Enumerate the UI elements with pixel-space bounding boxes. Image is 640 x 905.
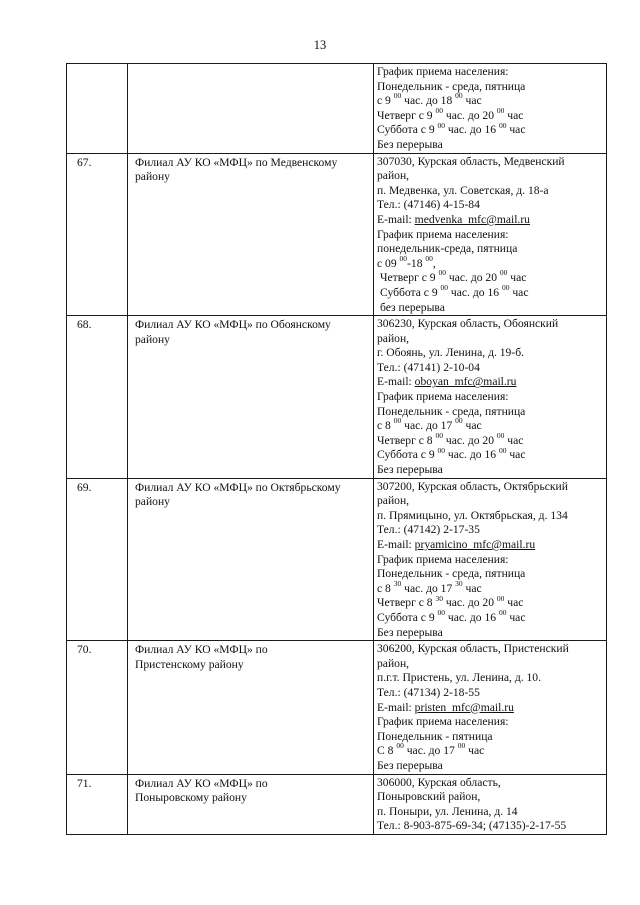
info-text: час [506,123,526,137]
info-text: Четверг с 8 [377,433,436,447]
branch-info [374,641,606,773]
info-text: График приема населения: [377,390,509,404]
info-text: 306230, Курская область, Обоянский [377,317,559,331]
mfc-branches-table [66,63,607,835]
branch-info-cell [374,641,607,774]
branch-name: Филиал АУ КО «МФЦ» по Пристенскому району [135,643,268,671]
info-text: Понедельник - среда, пятница [377,79,526,93]
info-text: час. до 18 [401,94,456,108]
info-text: час. до 17 [401,419,456,433]
table-row [67,478,607,641]
info-text: 306200, Курская область, Пристенский [377,642,569,656]
superscript-minutes: 00 [499,268,508,278]
info-text: час. до 16 [445,610,499,624]
info-line [377,819,604,834]
info-text: час [462,94,482,108]
info-text: Поныровский район, [377,790,481,804]
info-text: час. до 20 [446,271,500,285]
info-text: час [462,419,482,433]
superscript-minutes: 00 [501,283,510,293]
info-text: Без перерыва [377,137,443,151]
info-text: час. до 20 [443,596,497,610]
info-text: Суббота с 9 [377,123,438,137]
email-link[interactable]: pryamicino_mfc@mail.ru [414,538,536,551]
row-number [67,64,127,66]
row-number: 67. [77,155,92,169]
info-text: Без перерыва [377,463,443,477]
info-line [377,805,604,820]
superscript-minutes: 00 [457,741,466,751]
info-text: Четверг с 9 [377,108,436,122]
info-text: Тел.: 8-903-875-69-34; (47135)-2-17-55 [377,819,567,833]
branch-info [374,64,606,153]
info-text: Понедельник - среда, пятница [377,567,526,581]
info-line [377,642,604,657]
info-line [377,184,604,199]
info-text: час [506,448,526,462]
info-line [377,228,604,243]
row-number: 69. [77,480,92,494]
info-text: Без перерыва [377,625,443,639]
info-text: п. Поныри, ул. Ленина, д. 14 [377,804,518,818]
superscript-minutes: 00 [425,253,433,263]
info-text: район, [377,331,410,345]
page-number: 13 [313,38,327,52]
info-text: График приема населения: [377,227,509,241]
info-line [377,509,604,524]
superscript-minutes: 00 [440,283,449,293]
info-line [377,480,604,495]
info-text: График приема населения: [377,715,509,729]
info-line [377,390,604,405]
info-text: Тел.: (47134) 2-18-55 [377,685,480,699]
branch-name-cell [128,316,374,479]
info-text: п.г.т. Пристень, ул. Ленина, д. 10. [377,671,542,685]
superscript-minutes: 00 [438,268,446,278]
branch-info-cell [374,153,607,316]
info-text: Тел.: (47146) 4-15-84 [377,198,480,212]
info-text: Суббота с 9 [377,610,438,624]
superscript-minutes: 30 [435,593,443,603]
info-line [377,494,604,509]
superscript-minutes: 00 [455,416,463,426]
info-text: район, [377,494,410,508]
info-text: без перерыва [380,300,445,314]
info-line [377,301,604,316]
info-text: час. до 20 [443,108,497,122]
superscript-minutes: 00 [498,120,507,130]
info-text: E-mail: [377,375,415,389]
branch-name: Филиал АУ КО «МФЦ» по Обоянскому району [135,318,331,346]
info-text: час. до 20 [443,433,497,447]
superscript-minutes: 00 [396,741,404,751]
info-text: с 8 [377,419,394,433]
info-text: с 8 [377,581,394,595]
info-text: район, [377,656,410,670]
table-row [67,774,607,834]
row-number-cell [67,153,128,316]
info-line [377,538,604,553]
info-line [377,317,604,332]
info-line [377,776,604,791]
info-line [377,332,604,347]
info-text: час [507,271,527,285]
info-text: час [465,744,485,758]
info-text: Понедельник - пятница [377,729,493,743]
info-text: Тел.: (47142) 2-17-35 [377,523,480,537]
info-text: час. до 16 [445,448,499,462]
info-text: район, [377,169,410,183]
info-line [377,463,604,478]
branch-info [374,316,606,478]
info-text: п. Прямицыно, ул. Октябрьская, д. 134 [377,508,568,522]
info-line [377,657,604,672]
branch-name [128,64,373,66]
branch-name-cell [128,641,374,774]
info-line [377,120,604,138]
branch-name-cell [128,153,374,316]
superscript-minutes: 00 [435,105,443,115]
superscript-minutes: 00 [437,120,446,130]
info-line [377,759,604,774]
info-text: с 9 [377,94,394,108]
info-text: час. до 17 [403,744,458,758]
superscript-minutes: 00 [498,608,507,618]
info-text: , [432,256,436,270]
superscript-minutes: 00 [399,253,408,263]
info-text: С 8 [377,744,397,758]
branch-info [374,154,606,316]
info-text: Понедельник - среда, пятница [377,404,526,418]
info-line [377,138,604,153]
info-text: понедельник-среда, пятница [377,242,518,256]
info-line [377,686,604,701]
superscript-minutes: 30 [393,578,402,588]
superscript-minutes: 00 [437,445,446,455]
info-line [377,430,604,449]
superscript-minutes: 00 [498,445,507,455]
row-number-cell [67,64,128,154]
email-link[interactable]: oboyan_mfc@mail.ru [414,375,517,389]
info-text: E-mail: [377,538,415,551]
info-line [377,155,604,170]
info-text: E-mail: [377,212,415,226]
info-text: п. Медвенка, ул. Советская, д. 18-а [377,183,549,197]
branch-info-cell [374,774,607,834]
info-line [377,91,604,109]
info-text: График приема населения: [377,552,509,566]
info-line [377,445,604,463]
info-line [377,405,604,420]
info-text: час [504,433,524,447]
info-line [377,715,604,730]
info-line [377,701,604,716]
info-text: час. до 16 [448,285,502,299]
info-text: час. до 17 [401,581,456,595]
info-text: г. Обоянь, ул. Ленина, д. 19-б. [377,346,525,360]
info-line [377,213,604,228]
email-link[interactable]: pristen_mfc@mail.ru [414,700,514,714]
info-line [377,65,604,80]
info-text: Без перерыва [377,758,443,772]
info-text: 306000, Курская область, [377,775,501,789]
info-text: час. до 16 [445,123,499,137]
info-text: 307200, Курская область, Октябрьский [377,479,568,493]
row-number: 68. [77,318,92,332]
info-text: Тел.: (47141) 2-10-04 [377,360,480,374]
info-line [377,375,604,390]
info-line [377,361,604,376]
row-number-cell [67,774,128,834]
branch-name: Филиал АУ КО «МФЦ» по Октябрьскому району [135,480,341,509]
info-line [377,523,604,538]
superscript-minutes: 00 [393,91,402,101]
info-line [377,268,604,286]
info-text: Четверг с 8 [377,596,436,610]
info-line [377,608,604,626]
info-text: час [462,581,482,595]
superscript-minutes: 00 [437,608,446,618]
info-line [377,578,604,597]
superscript-minutes: 00 [496,105,505,115]
info-text: E-mail: [377,700,415,714]
info-line [377,242,604,257]
info-text: Четверг с 9 [380,271,439,285]
superscript-minutes: 00 [496,430,505,440]
superscript-minutes: 00 [393,416,402,426]
info-line [377,593,604,611]
branch-info-cell [374,64,607,154]
superscript-minutes: 00 [496,593,505,603]
info-line [377,283,604,301]
info-line [377,741,604,759]
row-number: 71. [77,776,92,790]
info-text: час [504,596,524,610]
branch-info-cell [374,478,607,641]
info-line [377,169,604,184]
row-number-cell [67,478,128,641]
branch-name-cell [128,64,374,154]
branch-info-cell [374,316,607,479]
branch-info [374,775,606,834]
table-row [67,153,607,316]
info-text: час [509,285,529,299]
info-line [377,105,604,124]
info-text: 307030, Курская область, Медвенский [377,154,565,168]
info-text: -18 [407,256,426,270]
info-line [377,671,604,686]
row-number: 70. [77,643,92,657]
superscript-minutes: 30 [455,578,463,588]
info-line [377,198,604,213]
email-link[interactable]: medvenka_mfc@mail.ru [414,212,530,226]
info-text: График приема населения: [377,65,509,78]
info-text: Суббота с 9 [380,285,441,299]
info-line [377,553,604,568]
branch-name: Филиал АУ КО «МФЦ» по Медвенскому району [135,155,338,184]
info-text: Суббота с 9 [377,448,438,462]
branch-name-cell [128,774,374,834]
info-text: час [504,108,524,122]
info-line [377,567,604,582]
branch-name: Филиал АУ КО «МФЦ» по Поныровскому району [135,776,268,805]
info-text: с 09 [377,256,400,270]
table-row [67,64,607,154]
superscript-minutes: 00 [455,91,463,101]
info-line [377,730,604,745]
table-body [67,64,607,835]
info-text: час [506,610,526,624]
info-line [377,790,604,805]
info-line [377,626,604,641]
info-line [377,416,604,434]
branch-name-cell [128,478,374,641]
table-row [67,316,607,479]
row-number-cell [67,316,128,479]
row-number-cell [67,641,128,774]
table-row [67,641,607,774]
branch-info [374,479,606,641]
info-line [377,80,604,95]
superscript-minutes: 00 [435,430,443,440]
info-line [377,253,604,272]
info-line [377,346,604,361]
